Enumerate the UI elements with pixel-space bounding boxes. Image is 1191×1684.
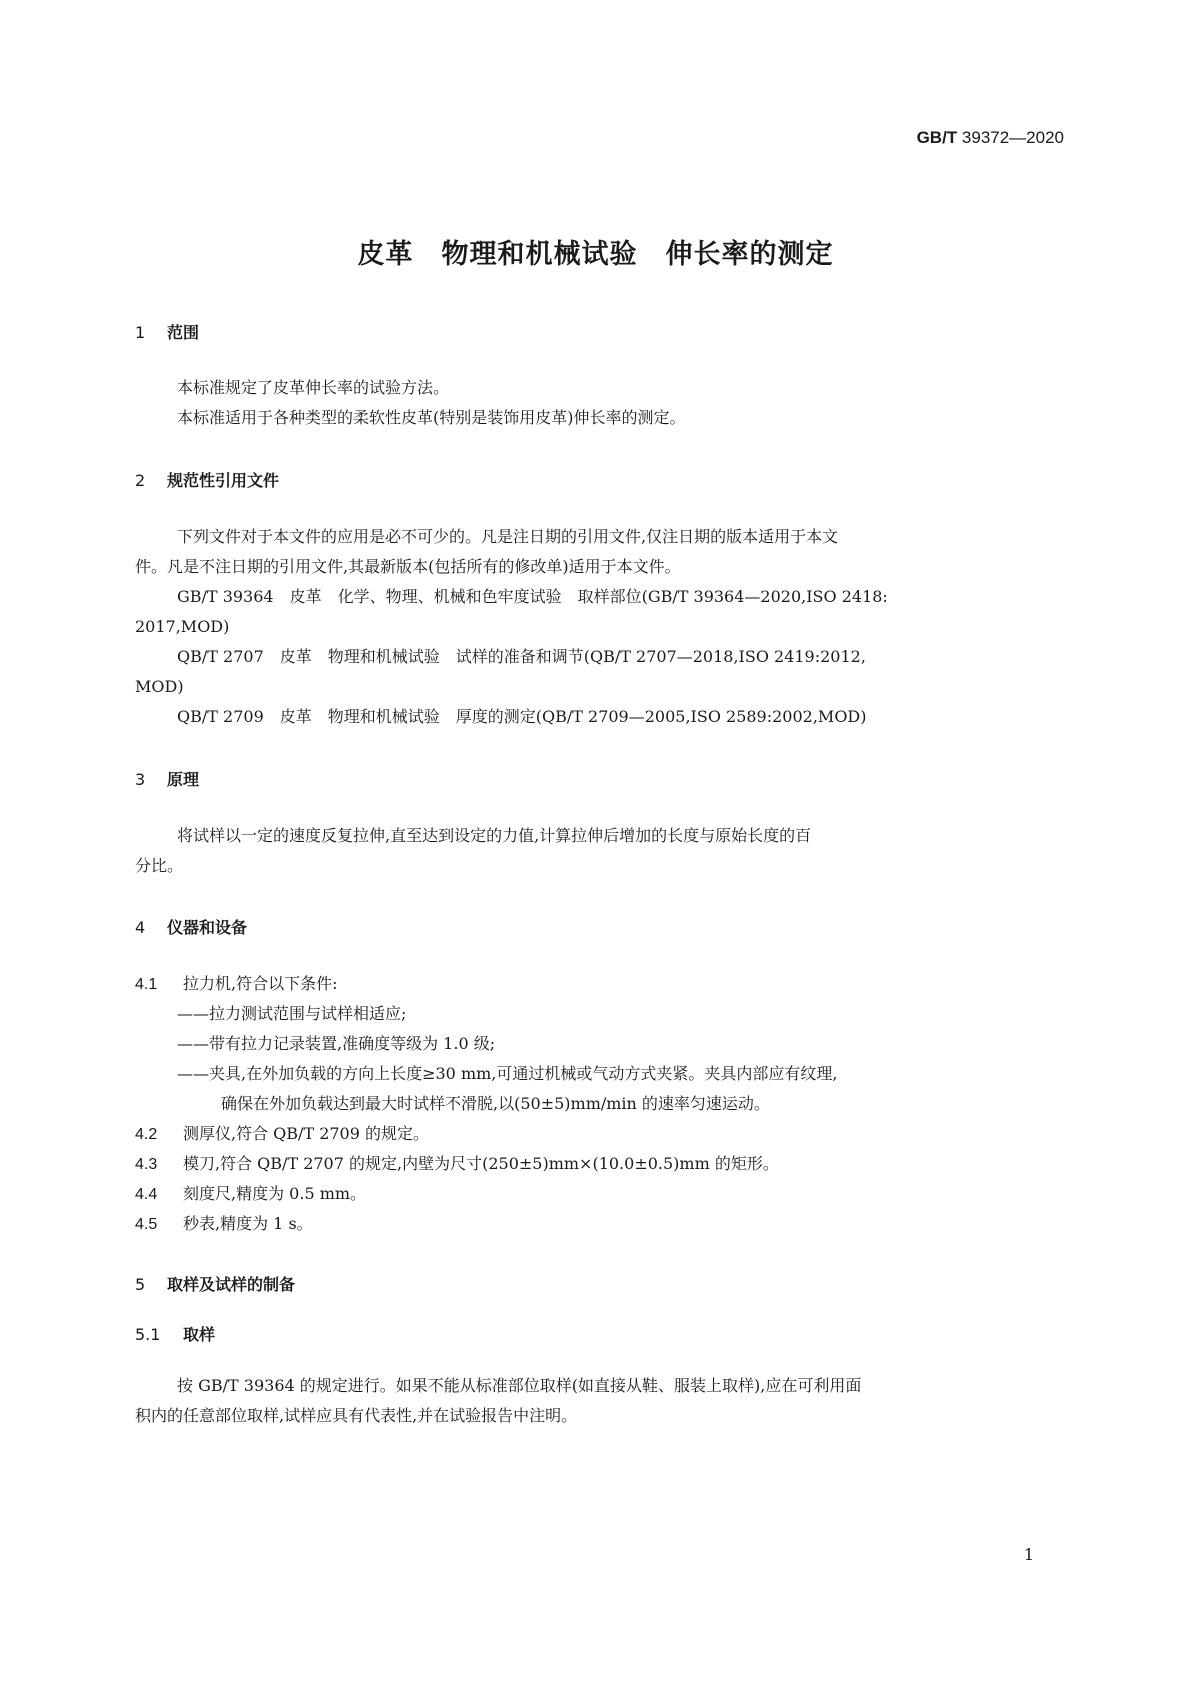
item-number: 4.3: [135, 1156, 158, 1173]
item-text: 刻度尺,精度为 0.5 mm。: [183, 1184, 367, 1203]
section-number: 3: [135, 770, 146, 789]
section-5-1-paragraph-line-1: 按 GB/T 39364 的规定进行。如果不能从标准部位取样(如直接从鞋、服装上取样),应在可利用面: [177, 1376, 862, 1395]
section-2-intro-line-1: 下列文件对于本文件的应用是必不可少的。凡是注日期的引用文件,仅注日期的版本适用于本文: [177, 527, 839, 546]
dash-item-2: ——带有拉力记录装置,准确度等级为 1.0 级;: [177, 1034, 496, 1053]
item-number: 4.2: [135, 1126, 158, 1143]
document-title: 皮革 物理和机械试验 伸长率的测定: [357, 239, 834, 270]
section-2-intro-line-2: 件。凡是不注日期的引用文件,其最新版本(包括所有的修改单)适用于本文件。: [135, 557, 681, 576]
section-5-1-paragraph-line-2: 积内的任意部位取样,试样应具有代表性,并在试验报告中注明。: [135, 1406, 578, 1425]
subsection-number: 5.1: [135, 1325, 161, 1344]
section-title: 仪器和设备: [167, 918, 248, 937]
item-4-1: [135, 968, 337, 1000]
reference-1-line-1: GB/T 39364 皮革 化学、物理、机械和色牢度试验 取样部位(GB/T 39364—2020,ISO 2418:: [177, 587, 888, 606]
section-number: 1: [135, 323, 146, 342]
section-3-paragraph-line-1: 将试样以一定的速度反复拉伸,直至达到设定的力值,计算拉伸后增加的长度与原始长度的百: [177, 826, 812, 845]
section-5-heading: [135, 1272, 295, 1295]
item-4-5: [135, 1208, 313, 1240]
standard-code: GB/T: [916, 128, 958, 147]
section-1-heading: [135, 320, 199, 343]
item-text: 测厚仪,符合 QB/T 2709 的规定。: [183, 1124, 430, 1143]
item-text: 模刀,符合 QB/T 2707 的规定,内壁为尺寸(250±5)mm×(10.0±0.5)mm 的矩形。: [183, 1154, 779, 1173]
section-2-heading: [135, 468, 279, 491]
section-title: 原理: [167, 770, 200, 789]
section-title: 范围: [167, 323, 200, 342]
standard-year: 39372—2020: [961, 128, 1064, 147]
dash-item-3-line-2: 确保在外加负载达到最大时试样不滑脱,以(50±5)mm/min 的速率匀速运动。: [221, 1094, 770, 1113]
section-3-paragraph-line-2: 分比。: [135, 856, 184, 875]
item-number: 4.1: [135, 976, 158, 993]
section-title: 规范性引用文件: [167, 471, 280, 490]
item-text: 秒表,精度为 1 s。: [183, 1214, 313, 1233]
item-4-3: [135, 1148, 779, 1180]
section-1-paragraph-1: 本标准规定了皮革伸长率的试验方法。: [177, 378, 450, 397]
section-1-paragraph-2: 本标准适用于各种类型的柔软性皮革(特别是装饰用皮革)伸长率的测定。: [177, 408, 686, 427]
reference-2-line-1: QB/T 2707 皮革 物理和机械试验 试样的准备和调节(QB/T 2707—2018,ISO 2419:2012,: [177, 647, 866, 666]
section-title: 取样及试样的制备: [167, 1275, 296, 1294]
subsection-title: 取样: [183, 1325, 216, 1344]
item-number: 4.4: [135, 1186, 158, 1203]
section-3-heading: [135, 767, 199, 790]
item-number: 4.5: [135, 1216, 158, 1233]
dash-item-3-line-1: ——夹具,在外加负载的方向上长度≥30 mm,可通过机械或气动方式夹紧。夹具内部应有纹理,: [177, 1064, 838, 1083]
page-number: 1: [1023, 1545, 1034, 1564]
section-number: 5: [135, 1275, 146, 1294]
item-4-4: [135, 1178, 366, 1210]
standard-number: [917, 128, 1064, 148]
section-4-heading: [135, 915, 247, 938]
subsection-5-1-heading: [135, 1322, 215, 1345]
reference-2-line-2: MOD): [135, 677, 184, 696]
item-4-2: [135, 1118, 429, 1150]
item-text: 拉力机,符合以下条件:: [183, 974, 338, 993]
dash-item-1: ——拉力测试范围与试样相适应;: [177, 1004, 407, 1023]
section-number: 2: [135, 471, 146, 490]
reference-3: QB/T 2709 皮革 物理和机械试验 厚度的测定(QB/T 2709—2005,ISO 2589:2002,MOD): [177, 707, 867, 726]
reference-1-line-2: 2017,MOD): [135, 617, 230, 636]
section-number: 4: [135, 918, 146, 937]
